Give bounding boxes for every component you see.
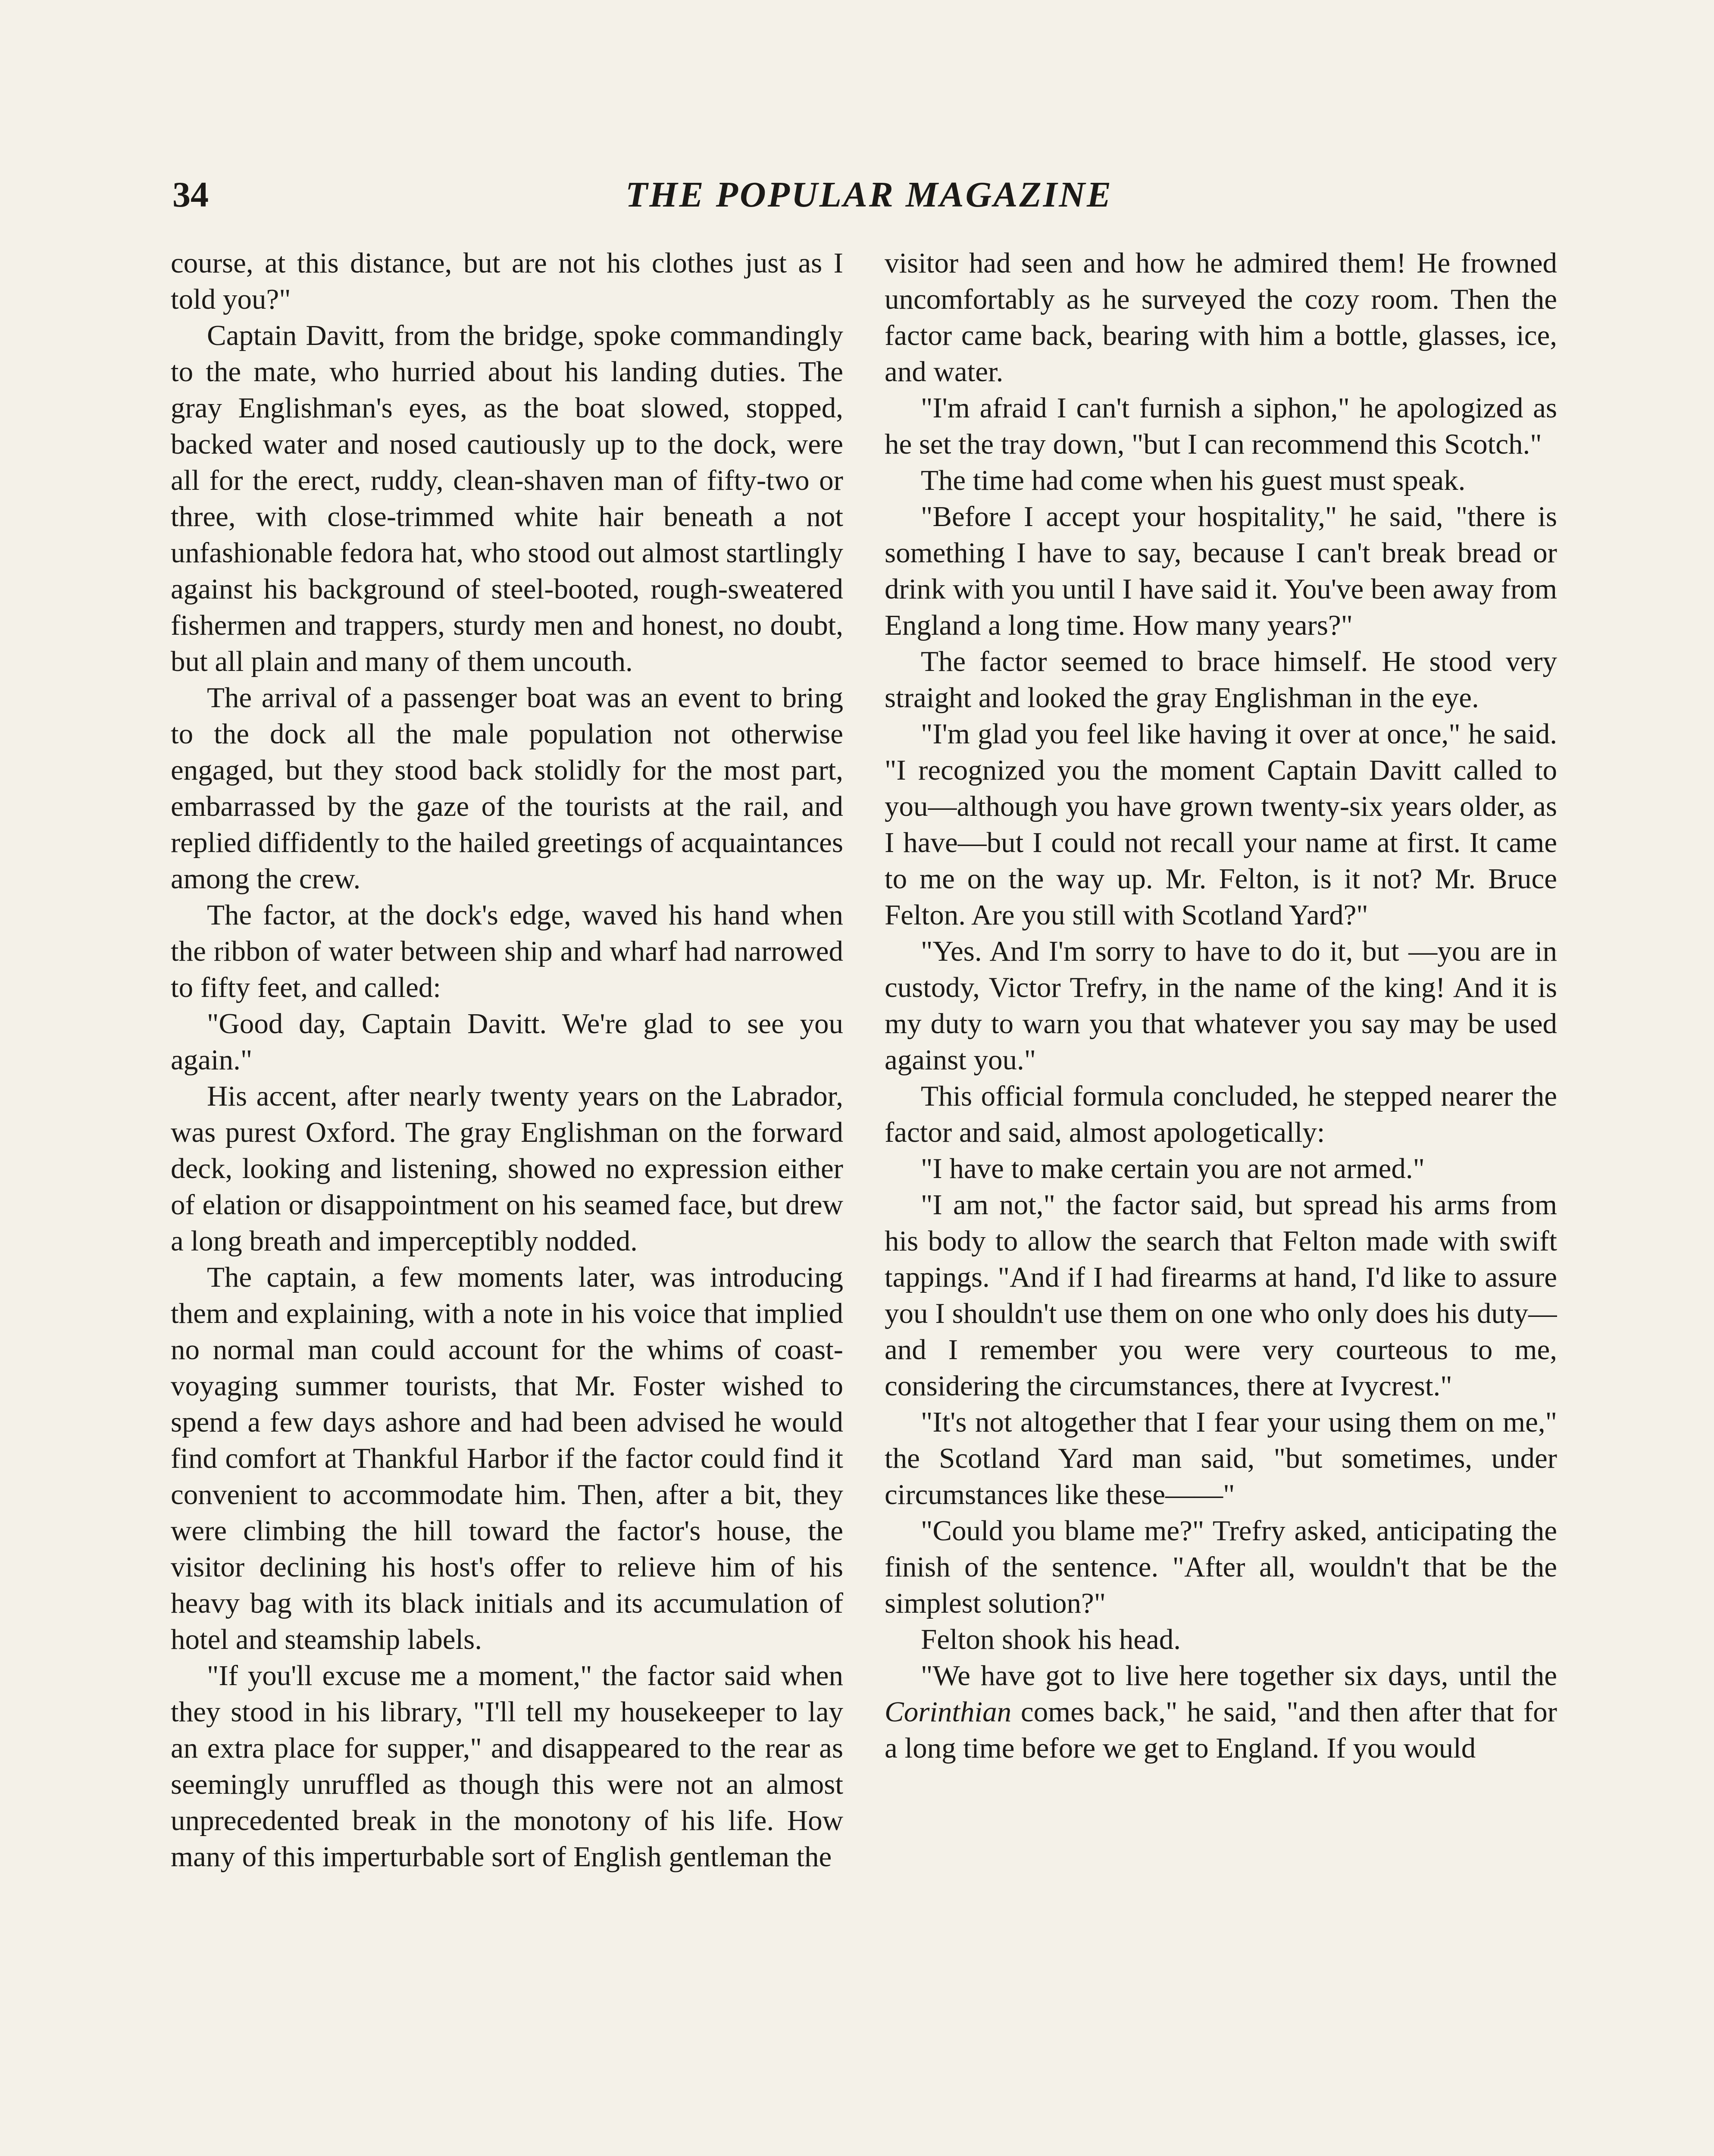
paragraph: The time had come when his guest must speak. [921, 464, 1466, 496]
text-column-left [171, 245, 843, 2156]
paragraph: "I'm afraid I can't furnish a siphon," he apologized as he set the tray down, "but I can recommend this Scotch." [885, 392, 1557, 460]
paragraph: "Before I accept your hospitality," he said, "there is something I have to say, because I can't break bread or drink with you until I have said it. You've been away from England a long time. How many years?" [885, 501, 1557, 641]
running-head: THE POPULAR MAGAZINE [625, 175, 1113, 215]
paragraph: This official formula concluded, he stepped nearer the factor and said, almost apologetically: [885, 1080, 1557, 1148]
paragraph-text: comes back," he said, "and then after that for a long time before we get to England. If you would [885, 1696, 1557, 1764]
page-header [172, 169, 1566, 221]
paragraph: "It's not altogether that I fear your using them on me," the Scotland Yard man said, "but sometimes, under circumstances like these——" [885, 1406, 1557, 1510]
paragraph: The factor seemed to brace himself. He stood very straight and looked the gray Englishman in the eye. [885, 646, 1557, 714]
paragraph: "If you'll excuse me a moment," the factor said when they stood in his library, "I'll tell my housekeeper to lay an extra place for supper," and disappeared to the rear as seemingly unruffled as though this were not an almost unprecedented break in the monotony of his life. How many of this imperturbable sort of English gentleman the [171, 1660, 843, 1873]
paragraph: course, at this distance, but are not his clothes just as I told you?" [171, 247, 843, 315]
paragraph: "I am not," the factor said, but spread his arms from his body to allow the search that Felton made with swift tappings. "And if I had firearms at hand, I'd like to assure you I shouldn't use them on one who only does his duty—and I remember you were very courteous to me, considering the circumstances, there at Ivycrest." [885, 1189, 1557, 1402]
page-number: 34 [172, 175, 209, 215]
paragraph: Felton shook his head. [921, 1623, 1181, 1655]
paragraph: Captain Davitt, from the bridge, spoke commandingly to the mate, who hurried about his landing duties. The gray Englishman's eyes, as the boat slowed, stopped, backed water and nosed cautiously up to the dock, were all for the erect, ruddy, clean-shaven man of fifty-two or three, with close-trimmed white hair beneath a not unfashionable fedora hat, who stood out almost startlingly against his background of steel-booted, rough-sweatered fishermen and trappers, sturdy men and honest, no doubt, but all plain and many of them uncouth. [171, 320, 843, 677]
paragraph: The factor, at the dock's edge, waved his hand when the ribbon of water between ship and wharf had narrowed to fifty feet, and called: [171, 899, 843, 1003]
paragraph: "Yes. And I'm sorry to have to do it, but —you are in custody, Victor Trefry, in the name of the king! And it is my duty to warn you that whatever you say may be used against you." [885, 935, 1557, 1076]
paragraph-text: "We have got to live here together six days, until the [921, 1660, 1557, 1692]
paragraph: visitor had seen and how he admired them! He frowned uncomfortably as he surveyed the cozy room. Then the factor came back, bearing with him a bottle, glasses, ice, and water. [885, 247, 1557, 388]
paragraph: "I'm glad you feel like having it over at once," he said. "I recognized you the moment Captain Davitt called to you—although you have grown twenty-six years older, as I have—but I could not recall your name at first. It came to me on the way up. Mr. Felton, is it not? Mr. Bruce Felton. Are you still with Scotland Yard?" [885, 718, 1557, 931]
paragraph: "I have to make certain you are not armed." [921, 1153, 1425, 1185]
paragraph: "Could you blame me?" Trefry asked, anticipating the finish of the sentence. "After all, wouldn't that be the simplest solution?" [885, 1515, 1557, 1619]
paragraph: The arrival of a passenger boat was an event to bring to the dock all the male population not otherwise engaged, but they stood back stolidly for the most part, embarrassed by the gaze of the tourists at the rail, and replied diffidently to the hailed greetings of acquaintances among the crew. [171, 682, 843, 895]
paragraph: His accent, after nearly twenty years on the Labrador, was purest Oxford. The gray Englishman on the forward deck, looking and listening, showed no expression either of elation or disappointment on his seamed face, but drew a long breath and imperceptibly nodded. [171, 1080, 843, 1257]
text-column-right [885, 245, 1557, 2156]
paragraph: "Good day, Captain Davitt. We're glad to see you again." [171, 1008, 843, 1076]
paragraph [885, 1658, 1557, 1766]
ship-name: Corinthian [885, 1696, 1012, 1728]
paragraph: The captain, a few moments later, was introducing them and explaining, with a note in his voice that implied no normal man could account for the whims of coast-voyaging summer tourists, that Mr. Foster wished to spend a few days ashore and had been advised he would find comfort at Thankful Harbor if the factor could find it convenient to accommodate him. Then, after a bit, they were climbing the hill toward the factor's house, the visitor declining his host's offer to relieve him of his heavy bag with its black initials and its accumulation of hotel and steamship labels. [171, 1261, 843, 1655]
